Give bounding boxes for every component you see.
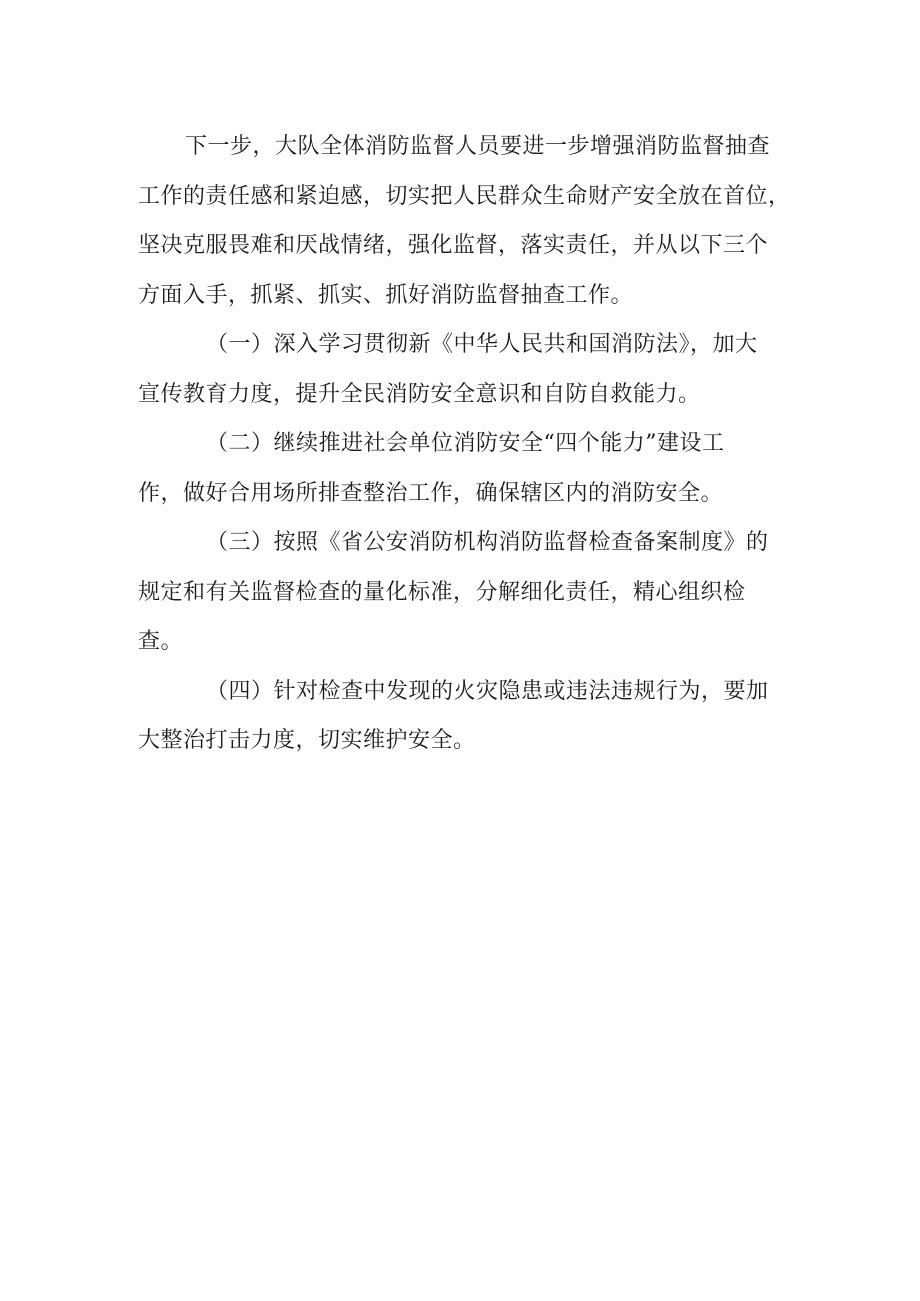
paragraph-line: 大整治打击力度，切实维护安全。 (138, 728, 476, 753)
paragraph-line: 工作的责任感和紧迫感，切实把人民群众生命财产安全放在首位， (138, 183, 791, 209)
document-body (138, 122, 798, 766)
paragraph-item-3 (138, 518, 798, 667)
paragraph-line: 下一步，大队全体消防监督人员要进一步增强消防监督抽查 (185, 134, 771, 159)
paragraph-line: 作，做好合用场所排查整治工作，确保辖区内的消防安全。 (138, 480, 724, 506)
paragraph-line: 宣传教育力度，提升全民消防安全意识和自防自救能力。 (138, 381, 701, 407)
paragraph-line: （四）针对检查中发现的火灾隐患或违法违规行为，要加 (206, 678, 769, 704)
paragraph-intro (138, 122, 798, 320)
paragraph-line: （三）按照《省公安消防机构消防监督检查备案制度》的 (206, 530, 769, 555)
paragraph-item-4 (138, 667, 798, 766)
paragraph-line: 坚决克服畏难和厌战情绪，强化监督，落实责任，并从以下三个 (138, 233, 769, 258)
paragraph-line: 规定和有关监督检查的量化标准，分解细化责任，精心组织检 (138, 579, 746, 605)
paragraph-line: （二）继续推进社会单位消防安全“四个能力”建设工 (206, 431, 725, 456)
paragraph-line: 方面入手，抓紧、抓实、抓好消防监督抽查工作。 (138, 282, 634, 308)
paragraph-item-2 (138, 419, 798, 518)
paragraph-line: 查。 (138, 629, 184, 654)
paragraph-line: （一）深入学习贯彻新《中华人民共和国消防法》，加大 (206, 332, 758, 357)
paragraph-item-1 (138, 320, 798, 419)
